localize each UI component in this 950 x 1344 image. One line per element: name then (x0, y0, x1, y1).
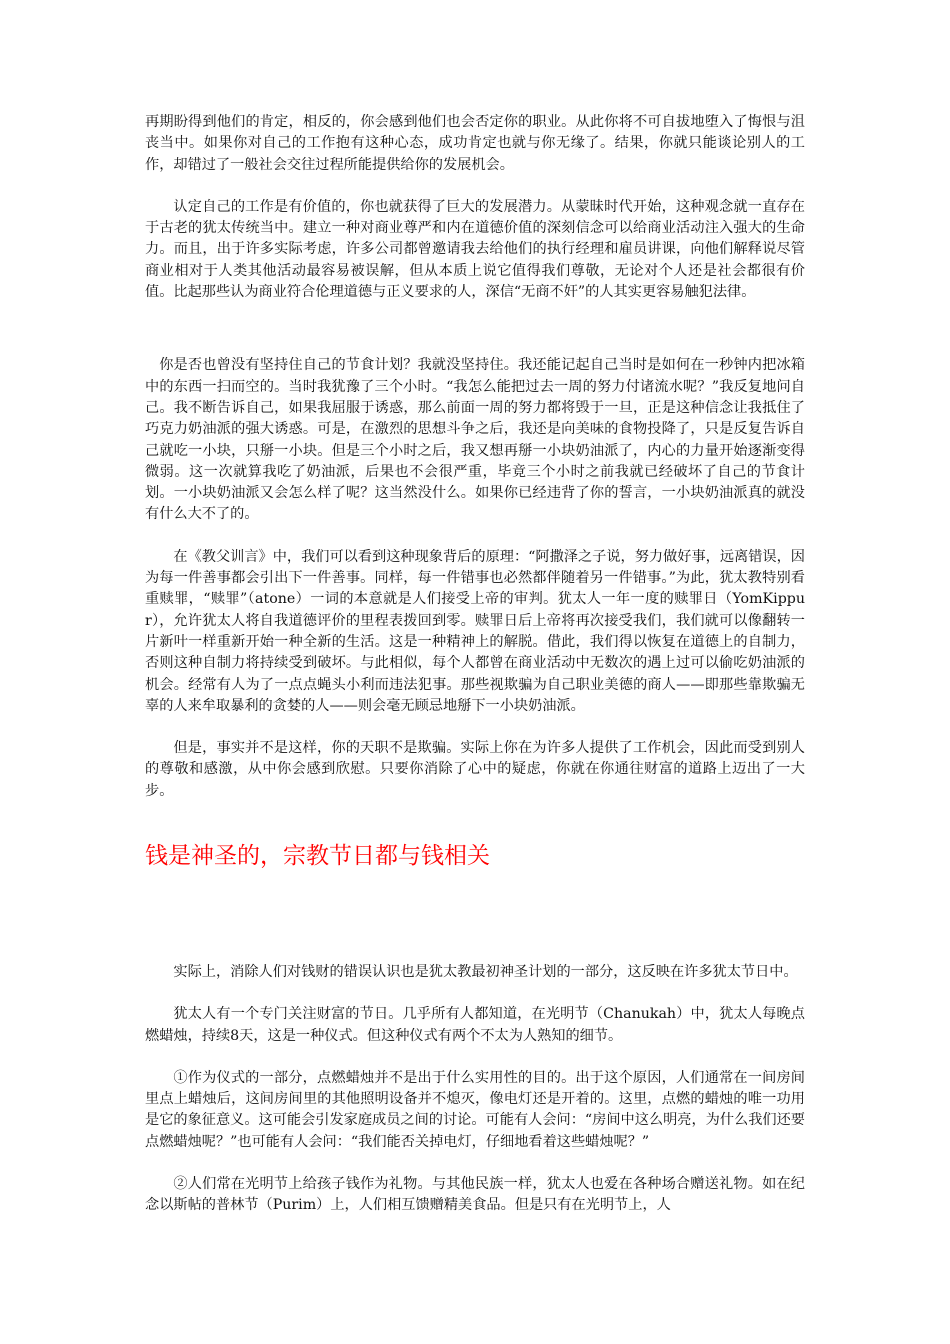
paragraph-3: 你是否也曾没有坚持住自己的节食计划？我就没坚持住。我还能记起自己当时是如何在一秒钟内把冰箱中的东西一扫而空的。当时我犹豫了三个小时。“我怎么能把过去一周的努力付诸流水呢？”我反复地问自己。我不断告诉自己，如果我屈服于诱惑，那么前面一周的努力都将毁于一旦，正是这种信念让我抵住了巧克力奶油派的强大诱惑。可是，在激烈的思想斗争之后，我还是向美味的食物投降了，只是反复告诉自己就吃一小块，只掰一小块。但是三个小时之后，我又想再掰一小块奶油派了，内心的力量开始逐渐变得微弱。这一次就算我吃了奶油派，后果也不会很严重，毕竟三个小时之前我就已经破坏了自己的节食计划。一小块奶油派又会怎么样了呢？这当然没什么。如果你已经违背了你的誓言，一小块奶油派真的就没有什么大不了的。 (145, 357, 805, 523)
paragraph-7: 犹太人有一个专门关注财富的节日。几乎所有人都知道，在光明节（Chanukah）中，犹太人每晚点燃蜡烛，持续8天，这是一种仪式。但这种仪式有两个不太为人熟知的细节。 (145, 1006, 805, 1044)
paragraph-5: 但是，事实并不是这样，你的天职不是欺骗。实际上你在为许多人提供了工作机会，因此而受到别人的尊敬和感激，从中你会感到欣慰。只要你消除了心中的疑虑，你就在你通往财富的道路上迈出了一大步。 (145, 740, 805, 799)
paragraph-2: 认定自己的工作是有价值的，你也就获得了巨大的发展潜力。从蒙昧时代开始，这种观念就一直存在于古老的犹太传统当中。建立一种对商业尊严和内在道德价值的深刻信念可以给商业活动注入强大的生命力。而且，出于许多实际考虑，许多公司都曾邀请我去给他们的执行经理和雇员讲课，向他们解释说尽管商业相对于人类其他活动最容易被误解，但从本质上说它值得我们尊敬，无论对个人还是社会都很有价值。比起那些认为商业符合伦理道德与正义要求的人，深信“无商不奸”的人其实更容易触犯法律。 (145, 198, 805, 301)
section-heading: 钱是神圣的，宗教节日都与钱相关 (145, 843, 490, 869)
paragraph-8: ①作为仪式的一部分，点燃蜡烛并不是出于什么实用性的目的。出于这个原因，人们通常在一间房间里点上蜡烛后，这间房间里的其他照明设备并不熄灭，像电灯还是开着的。这里，点燃的蜡烛的唯一功用是它的象征意义。这可能会引发家庭成员之间的讨论。可能有人会问：“房间中这么明亮，为什么我们还要点燃蜡烛呢？”也可能有人会问：“我们能否关掉电灯，仔细地看着这些蜡烛呢？” (145, 1069, 805, 1150)
paragraph-4: 在《教父训言》中，我们可以看到这种现象背后的原理：“阿撒泽之子说，努力做好事，远离错误，因为每一件善事都会引出下一件善事。同样，每一件错事也必然都伴随着另一件错事。”为此，犹太教特别看重赎罪，“赎罪”（atone）一词的本意就是人们接受上帝的审判。犹太人一年一度的赎罪日（YomKippur），允许犹太人将自我道德评价的里程表拨回到零。赎罪日后上帝将再次接受我们，我们就可以像翻转一片新叶一样重新开始一种全新的生活。这是一种精神上的解脱。借此，我们得以恢复在道德上的自制力，否则这种自制力将持续受到破坏。与此相似，每个人都曾在商业活动中无数次的遇上过可以偷吃奶油派的机会。经常有人为了一点点蝇头小利而违法犯事。那些视欺骗为自己职业美德的商人——即那些靠欺骗无辜的人来牟取暴利的贪婪的人——则会毫无顾忌地掰下一小块奶油派。 (145, 548, 805, 714)
paragraph-1: 再期盼得到他们的肯定，相反的，你会感到他们也会否定你的职业。从此你将不可自拔地堕入了悔恨与沮丧当中。如果你对自己的工作抱有这种心态，成功肯定也就与你无缘了。结果，你就只能谈论别人的工作，却错过了一般社会交往过程所能提供给你的发展机会。 (145, 114, 805, 173)
paragraph-9: ②人们常在光明节上给孩子钱作为礼物。与其他民族一样，犹太人也爱在各种场合赠送礼物。如在纪念以斯帖的普林节（Purim）上，人们相互馈赠精美食品。但是只有在光明节上，人 (145, 1176, 805, 1214)
paragraph-6: 实际上，消除人们对钱财的错误认识也是犹太教最初神圣计划的一部分，这反映在许多犹太节日中。 (173, 964, 798, 980)
document-body (145, 112, 805, 802)
section-body (145, 962, 805, 1217)
